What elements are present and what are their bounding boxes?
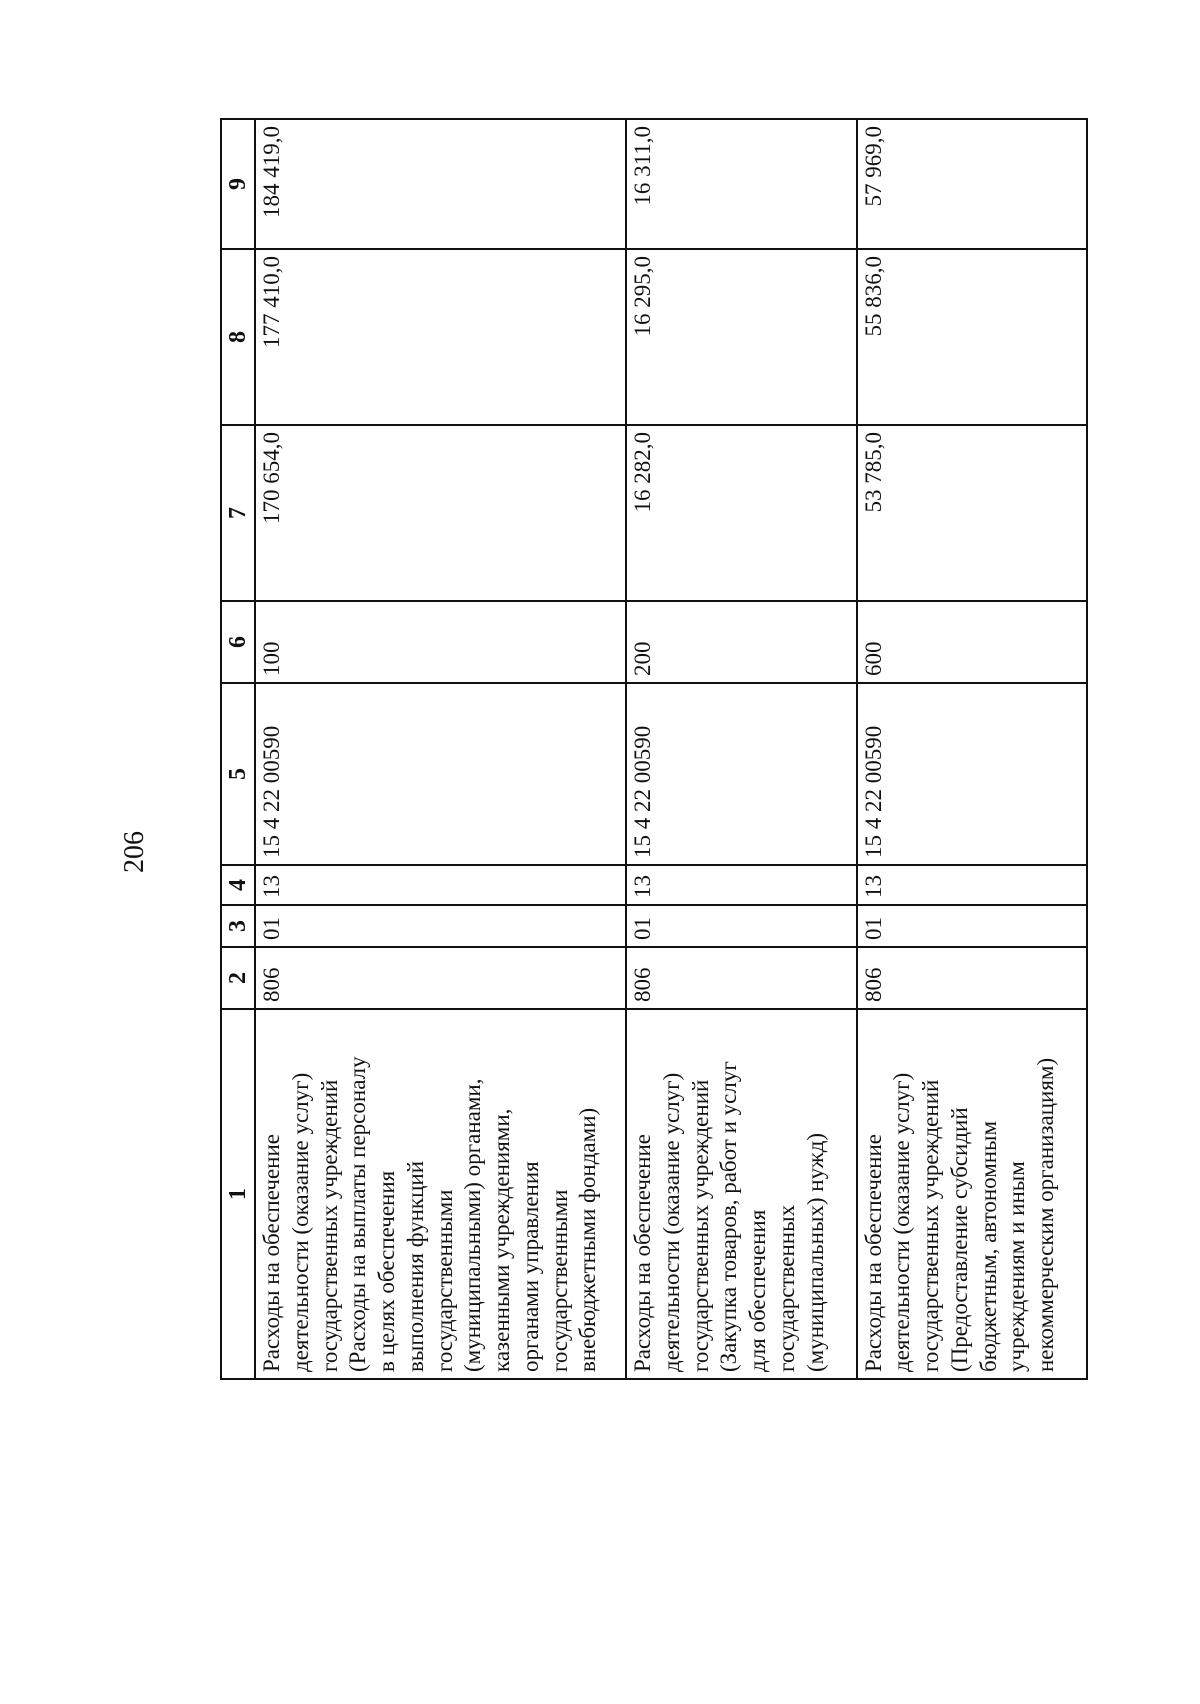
cell-col5: 15 4 22 00590 (857, 683, 1087, 865)
budget-table (220, 118, 1088, 1380)
cell-col2: 806 (626, 947, 856, 1009)
cell-col2: 806 (857, 947, 1087, 1009)
cell-col3: 01 (857, 905, 1087, 947)
cell-col6: 600 (857, 601, 1087, 683)
column-header: 4 (221, 865, 255, 905)
row-description: Расходы на обеспечение деятельности (оказание услуг) государственных учреждений (Расходы на выплаты персоналу в целях обеспечения выполнения функций государственными (муниципальными) органами, казенными учреждениями, органами управления государственными внебюджетными фондами) (255, 1009, 626, 1379)
column-header: 2 (221, 947, 255, 1009)
row-description: Расходы на обеспечение деятельности (оказание услуг) государственных учреждений (Закупка товаров, работ и услуг для обеспечения государственных (муниципальных) нужд) (626, 1009, 856, 1379)
cell-col7: 16 282,0 (626, 425, 856, 601)
column-header: 6 (221, 601, 255, 683)
cell-col4: 13 (255, 865, 626, 905)
cell-col2: 806 (255, 947, 626, 1009)
table-row (255, 119, 626, 1379)
column-header: 5 (221, 683, 255, 865)
header-row (221, 119, 255, 1379)
cell-col5: 15 4 22 00590 (255, 683, 626, 865)
cell-col7: 170 654,0 (255, 425, 626, 601)
cell-col8: 55 836,0 (857, 249, 1087, 425)
rotated-table-frame (220, 120, 1088, 1380)
cell-col6: 200 (626, 601, 856, 683)
cell-col5: 15 4 22 00590 (626, 683, 856, 865)
cell-col6: 100 (255, 601, 626, 683)
column-header: 7 (221, 425, 255, 601)
table-container (220, 120, 1088, 1380)
cell-col9: 16 311,0 (626, 119, 856, 249)
cell-col3: 01 (255, 905, 626, 947)
cell-col7: 53 785,0 (857, 425, 1087, 601)
cell-col4: 13 (857, 865, 1087, 905)
column-header: 8 (221, 249, 255, 425)
row-description: Расходы на обеспечение деятельности (оказание услуг) государственных учреждений (Предоставление субсидий бюджетным, автономным учреждениям и иным некоммерческим организациям) (857, 1009, 1087, 1379)
column-header: 3 (221, 905, 255, 947)
table-row (626, 119, 856, 1379)
cell-col9: 57 969,0 (857, 119, 1087, 249)
cell-col8: 177 410,0 (255, 249, 626, 425)
column-header: 9 (221, 119, 255, 249)
page-number: 206 (119, 831, 150, 873)
cell-col4: 13 (626, 865, 856, 905)
cell-col3: 01 (626, 905, 856, 947)
cell-col9: 184 419,0 (255, 119, 626, 249)
table-row (857, 119, 1087, 1379)
cell-col8: 16 295,0 (626, 249, 856, 425)
column-header: 1 (221, 1009, 255, 1379)
